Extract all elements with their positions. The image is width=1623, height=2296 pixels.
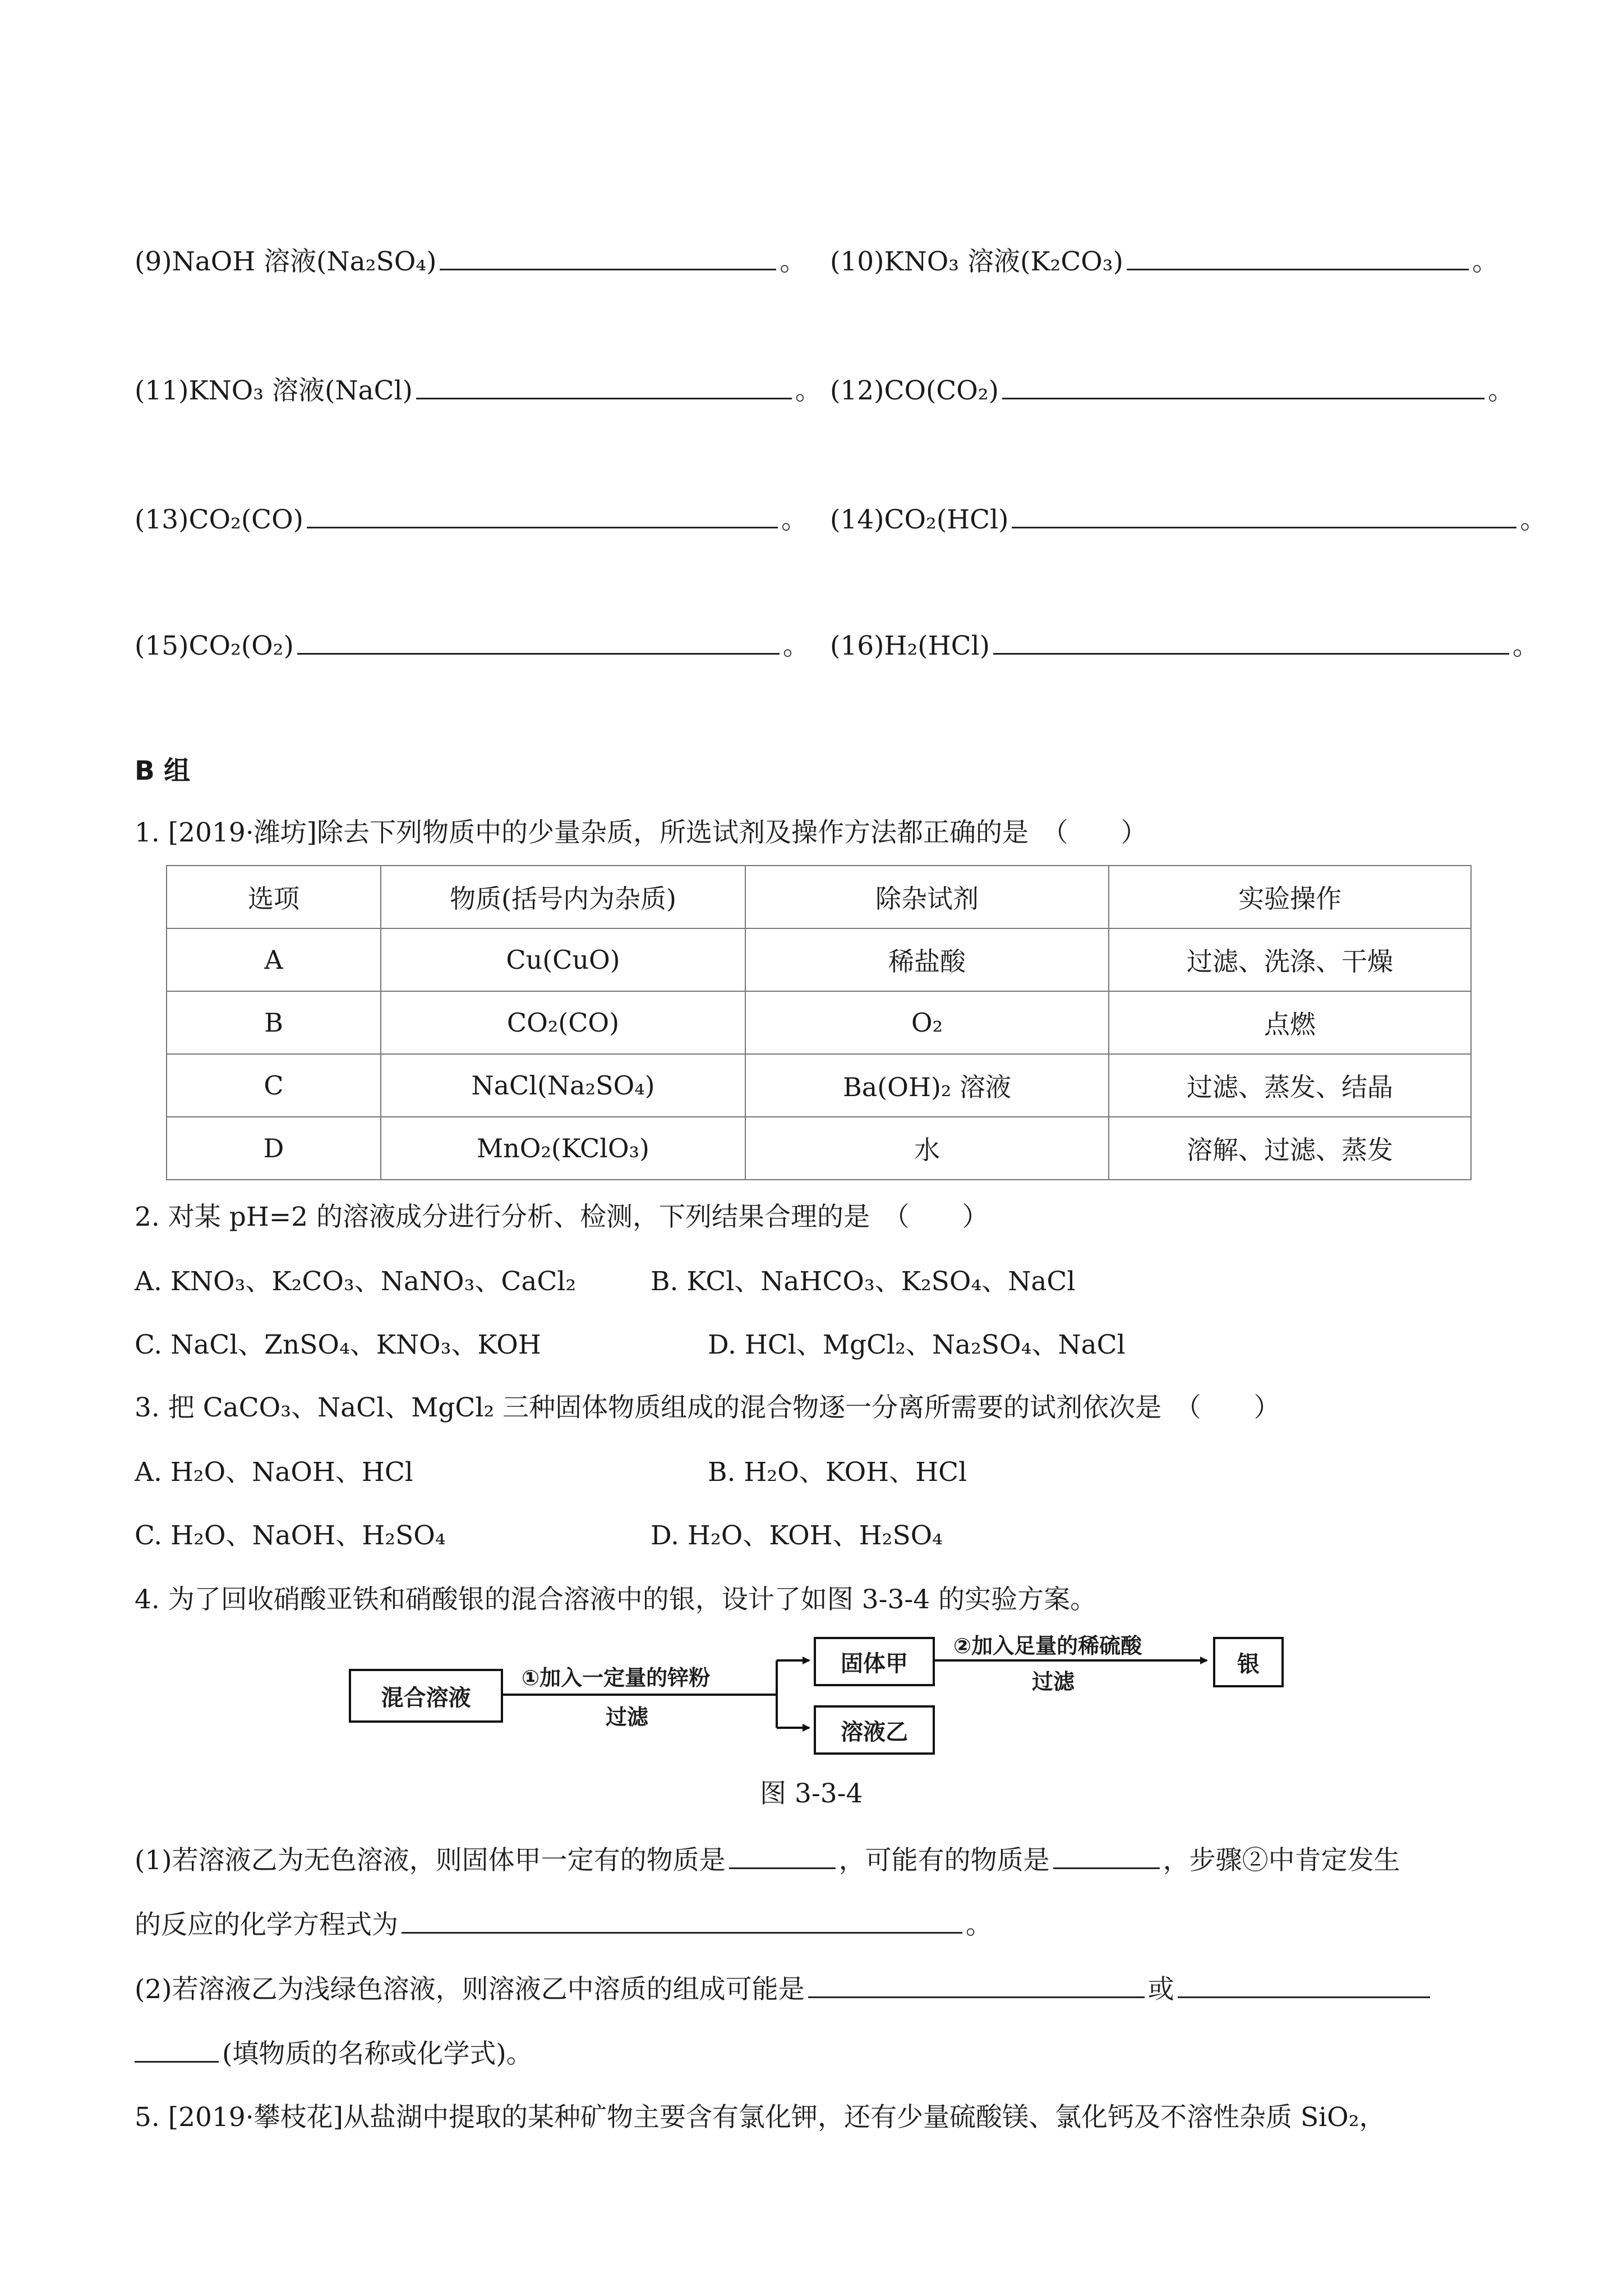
table-cell: 水 bbox=[745, 1117, 1109, 1180]
q4-part1-text: ，步骤②中肯定发生 bbox=[1163, 1845, 1400, 1876]
q3-option-a: A. H₂O、NaOH、HCl bbox=[135, 1457, 413, 1488]
item-12-label: (12)CO(CO₂) bbox=[830, 375, 999, 406]
table-cell: A bbox=[167, 928, 381, 991]
answer-blank[interactable] bbox=[808, 1972, 1145, 1998]
table-header: 除杂试剂 bbox=[745, 866, 1109, 928]
q2-option-d: D. HCl、MgCl₂、Na₂SO₄、NaCl bbox=[708, 1329, 1126, 1360]
table-cell: MnO₂(KClO₃) bbox=[381, 1117, 745, 1180]
step1-label: ①加入一定量的锌粉 bbox=[522, 1665, 711, 1690]
period: 。 bbox=[1512, 631, 1539, 661]
period: 。 bbox=[782, 631, 809, 661]
table-cell: C bbox=[167, 1054, 381, 1117]
question-3-text: 3. 把 CaCO₃、NaCl、MgCl₂ 三种固体物质组成的混合物逐一分离所需要的试剂依次是 （ ） bbox=[135, 1392, 1280, 1423]
q2-option-b: B. KCl、NaHCO₃、K₂SO₄、NaCl bbox=[651, 1266, 1076, 1297]
period: 。 bbox=[1487, 375, 1514, 406]
table-header: 选项 bbox=[167, 866, 381, 928]
table-cell: 溶解、过滤、蒸发 bbox=[1109, 1117, 1471, 1180]
table-cell: B bbox=[167, 991, 381, 1054]
period: 。 bbox=[781, 504, 808, 535]
table-cell: 稀盐酸 bbox=[745, 928, 1109, 991]
solid-jia-box: 固体甲 bbox=[814, 1637, 935, 1686]
item-10-label: (10)KNO₃ 溶液(K₂CO₃) bbox=[830, 246, 1123, 277]
answer-blank[interactable] bbox=[729, 1843, 836, 1869]
q4-part1-line2 bbox=[135, 1907, 992, 1942]
item-11-label: (11)KNO₃ 溶液(NaCl) bbox=[135, 375, 413, 406]
q2-option-c: C. NaCl、ZnSO₄、KNO₃、KOH bbox=[135, 1329, 541, 1360]
item-14-label: (14)CO₂(HCl) bbox=[830, 504, 1009, 535]
table-cell: NaCl(Na₂SO₄) bbox=[381, 1054, 745, 1117]
period: 。 bbox=[966, 1910, 992, 1940]
question-4-text: 4. 为了回收硝酸亚铁和硝酸银的混合溶液中的银，设计了如图 3-3-4 的实验方案。 bbox=[135, 1584, 1097, 1615]
answer-blank[interactable] bbox=[135, 2036, 219, 2063]
item-16-label: (16)H₂(HCl) bbox=[830, 631, 990, 661]
question-5-text: 5. [2019·攀枝花]从盐湖中提取的某种矿物主要含有氯化钾，还有少量硫酸镁、氯化钙及不溶性杂质 SiO₂， bbox=[135, 2102, 1386, 2133]
item-9-label: (9)NaOH 溶液(Na₂SO₄) bbox=[135, 246, 437, 277]
table-cell: O₂ bbox=[745, 991, 1109, 1054]
q4-part1-text: (1)若溶液乙为无色溶液，则固体甲一定有的物质是 bbox=[135, 1845, 726, 1876]
table-header: 实验操作 bbox=[1109, 866, 1471, 928]
table-header: 物质(括号内为杂质) bbox=[381, 866, 745, 928]
table-cell: CO₂(CO) bbox=[381, 991, 745, 1054]
q4-part2-text: (填物质的名称或化学式)。 bbox=[222, 2039, 533, 2069]
q4-part1-line1 bbox=[135, 1843, 1400, 1878]
q3-option-d: D. H₂O、KOH、H₂SO₄ bbox=[651, 1520, 943, 1551]
group-title: B 组 bbox=[135, 756, 191, 786]
period: 。 bbox=[1472, 246, 1498, 277]
period: 。 bbox=[780, 246, 806, 277]
item-15-label: (15)CO₂(O₂) bbox=[135, 631, 294, 661]
figure-caption: 图 3-3-4 bbox=[760, 1778, 863, 1809]
q4-part2-text: (2)若溶液乙为浅绿色溶液，则溶液乙中溶质的组成可能是 bbox=[135, 1974, 805, 2005]
mix-solution-box: 混合溶液 bbox=[349, 1669, 503, 1723]
table-cell: Ba(OH)₂ 溶液 bbox=[745, 1054, 1109, 1117]
silver-box: 银 bbox=[1213, 1637, 1284, 1687]
q4-part2-line2 bbox=[135, 2036, 533, 2071]
table-cell: 过滤、蒸发、结晶 bbox=[1109, 1054, 1471, 1117]
item-13-label: (13)CO₂(CO) bbox=[135, 504, 303, 535]
q4-part2-text: 或 bbox=[1147, 1974, 1174, 2005]
period: 。 bbox=[795, 375, 822, 406]
q4-part1-text: 的反应的化学方程式为 bbox=[135, 1910, 398, 1940]
filter2-label: 过滤 bbox=[1032, 1669, 1075, 1694]
question-2-text: 2. 对某 pH=2 的溶液成分进行分析、检测，下列结果合理的是 （ ） bbox=[135, 1202, 989, 1232]
answer-blank[interactable] bbox=[1053, 1843, 1160, 1869]
answer-blank[interactable] bbox=[1178, 1972, 1430, 1998]
q4-part2-line1 bbox=[135, 1972, 1433, 2007]
filter1-label: 过滤 bbox=[606, 1705, 649, 1729]
period: 。 bbox=[1520, 504, 1547, 535]
table-cell: 过滤、洗涤、干燥 bbox=[1109, 928, 1471, 991]
question-1-text: 1. [2019·潍坊]除去下列物质中的少量杂质，所选试剂及操作方法都正确的是 （ ） bbox=[135, 817, 1147, 848]
answer-blank[interactable] bbox=[402, 1907, 962, 1934]
table-cell: 点燃 bbox=[1109, 991, 1471, 1054]
table-cell: D bbox=[167, 1117, 381, 1180]
q2-option-a: A. KNO₃、K₂CO₃、NaNO₃、CaCl₂ bbox=[135, 1266, 577, 1297]
step2-label: ②加入足量的稀硫酸 bbox=[953, 1634, 1142, 1658]
solution-yi-box: 溶液乙 bbox=[814, 1705, 935, 1755]
q4-part1-text: ，可能有的物质是 bbox=[838, 1845, 1050, 1876]
table-cell: Cu(CuO) bbox=[381, 928, 745, 991]
q3-option-c: C. H₂O、NaOH、H₂SO₄ bbox=[135, 1520, 446, 1551]
q3-option-b: B. H₂O、KOH、HCl bbox=[708, 1457, 967, 1488]
